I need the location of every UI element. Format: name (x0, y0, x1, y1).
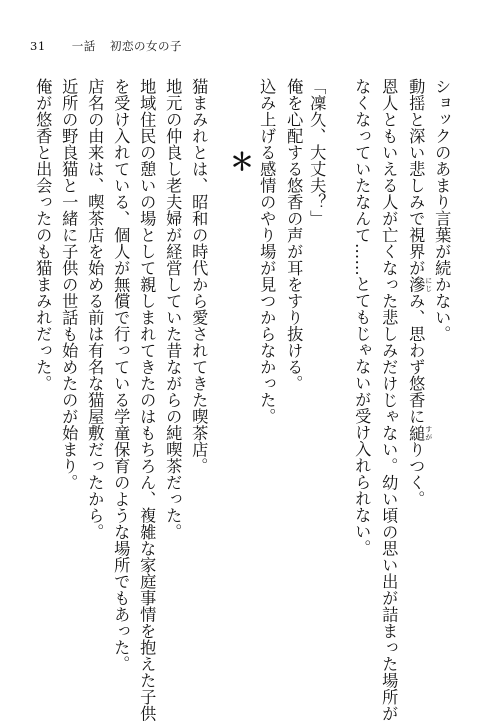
ruby-word: 滲 にじ (406, 276, 433, 293)
text-line: 地域住民の憩いの場として親しまれてきたのはもちろん、複雑な家庭事情を抱えた子供 (137, 78, 157, 722)
text-line: 「凜久、大丈夫？」 (307, 78, 327, 227)
text-line: 近所の野良猫と一緒に子供の世話も始めたのが始まり。 (59, 78, 79, 491)
text-line: を受け入れている、個人が無償で行っている学童保育のような場所でもあった。 (111, 78, 131, 672)
text-line: 込み上げる感情のやり場が見つからなかった。 (257, 78, 277, 425)
text-line: 猫まみれとは、昭和の時代から愛されてきた喫茶店。 (189, 78, 209, 474)
chapter-title: 初恋の女の子 (109, 39, 182, 53)
text-line: 地元の仲良し老夫婦が経営していた昔ながらの純喫茶だった。 (163, 78, 183, 540)
ruby-word: 縋 すが (406, 424, 433, 441)
text-line: 俺を心配する悠香の声が耳をすり抜ける。 (284, 78, 304, 392)
text-line: 店名の由来は、喫茶店を始める前は有名な猫屋敷だったから。 (85, 78, 105, 540)
chapter-label: 一話 (71, 39, 96, 53)
text-line: 動揺と深い悲しみで視界が滲 にじみ、思わず悠香に縋 すがりつく。 (406, 78, 433, 507)
text-line: 恩人ともいえる人が亡くなった悲しみだけじゃない。幼い頃の思い出が詰まった場所が (379, 78, 399, 722)
text-line: 俺が悠香と出会ったのも猫まみれだった。 (33, 78, 53, 392)
page-number: 31 (30, 39, 46, 53)
running-header (30, 38, 182, 54)
scene-separator: ＊ (230, 147, 254, 176)
text-line: なくなっていたなんて……とてもじゃないが受け入れられない。 (352, 78, 372, 557)
text-line: ショックのあまり言葉が続かない。 (432, 78, 452, 342)
